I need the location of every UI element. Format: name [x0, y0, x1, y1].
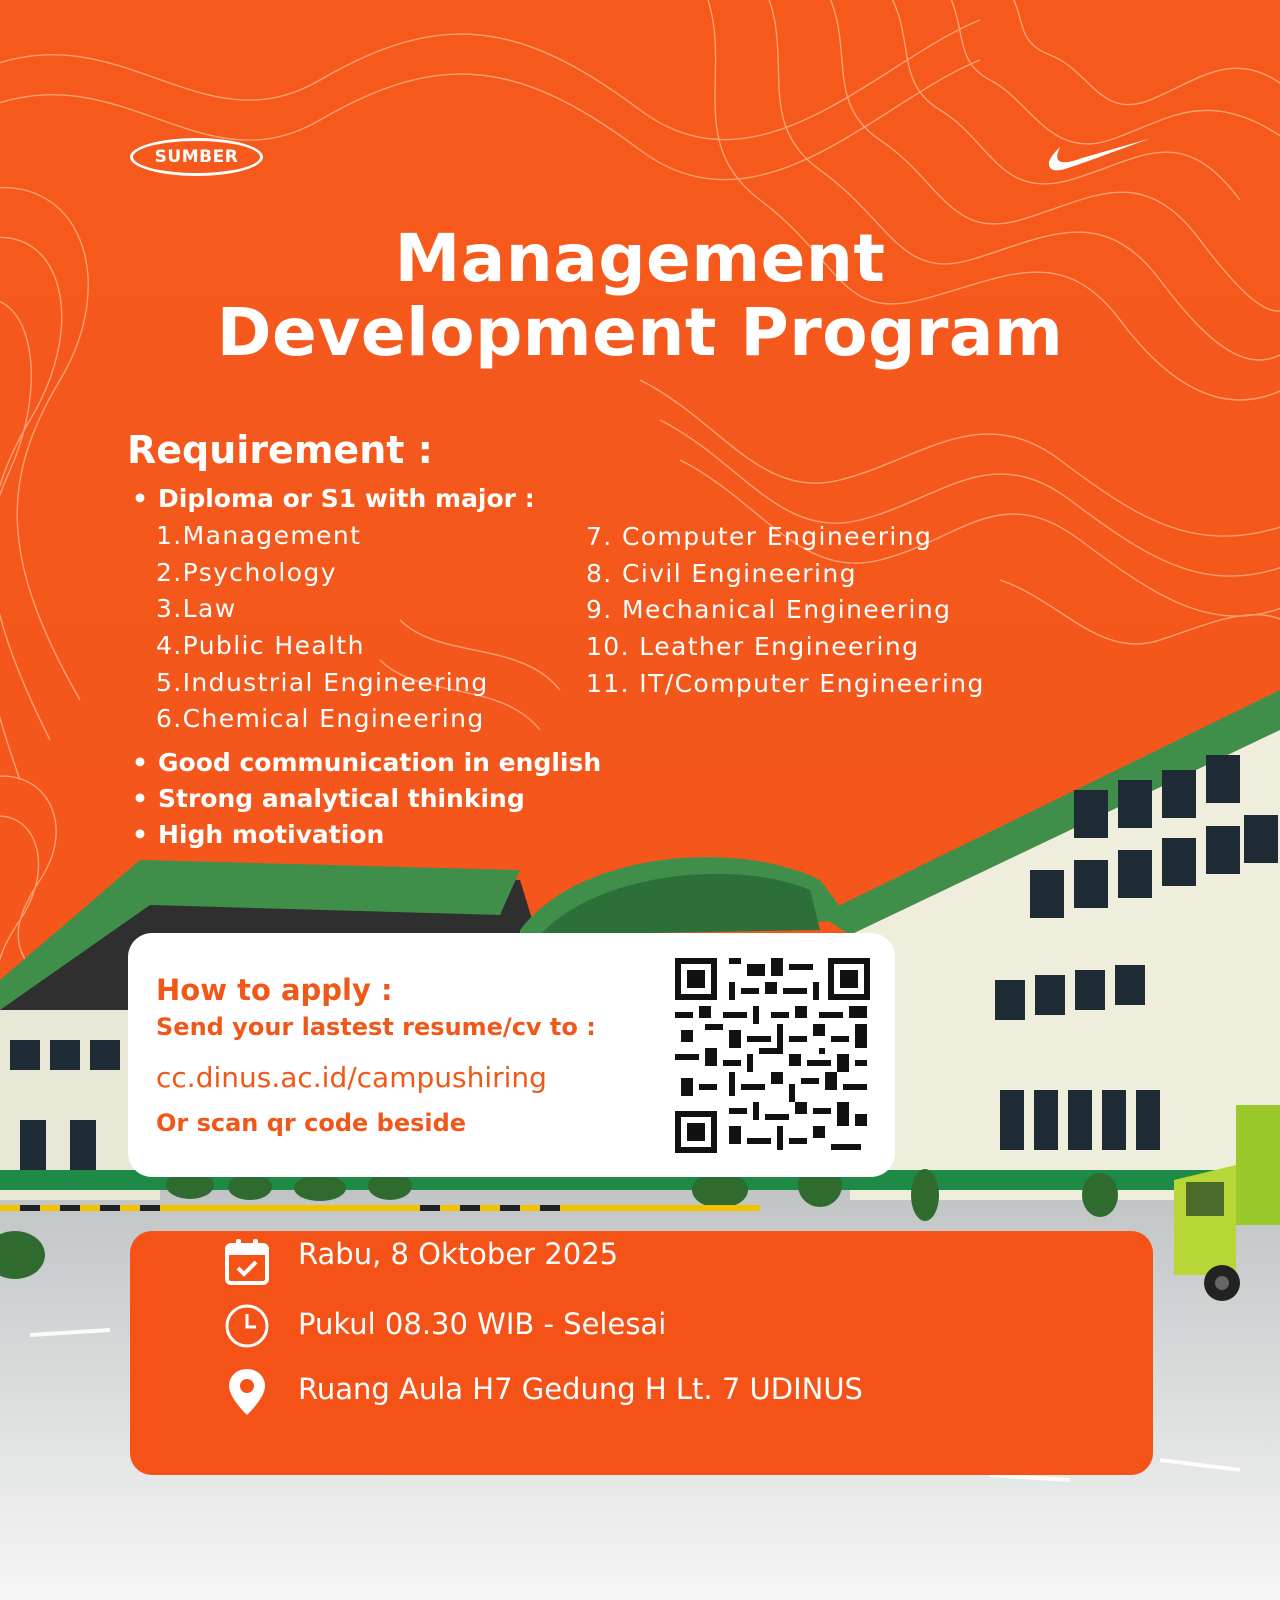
requirement-bullet: • Strong analytical thinking: [132, 784, 525, 813]
major-item: 11. IT/Computer Engineering: [586, 668, 985, 698]
apply-scan-text: Or scan qr code beside: [156, 1109, 467, 1137]
requirement-major-bullet: • Diploma or S1 with major :: [132, 484, 535, 513]
major-item: 3.Law: [156, 594, 237, 624]
location-pin-icon: [224, 1367, 270, 1417]
major-item: 8. Civil Engineering: [586, 558, 857, 588]
qr-code-icon[interactable]: [675, 958, 870, 1153]
event-time: Pukul 08.30 WIB - Selesai: [298, 1307, 667, 1341]
sumber-logo: SUMBER: [130, 138, 263, 176]
apply-instruction: Send your lastest resume/cv to :: [156, 1013, 596, 1041]
event-details: [130, 1231, 1153, 1475]
event-date: Rabu, 8 Oktober 2025: [298, 1237, 619, 1271]
majors-list-left: [156, 518, 489, 738]
major-item: 1.Management: [156, 521, 362, 550]
title-line-2: Development Program: [216, 294, 1064, 371]
requirement-heading: Requirement :: [127, 428, 433, 472]
title-line-1: Management: [394, 220, 886, 297]
major-item: 6.Chemical Engineering: [156, 704, 485, 734]
majors-list-right: [586, 519, 985, 702]
apply-card: [128, 933, 895, 1177]
major-item: 4.Public Health: [156, 631, 365, 661]
requirement-bullet: • Good communication in english: [132, 748, 601, 777]
major-item: 5.Industrial Engineering: [156, 667, 489, 697]
page-title: [0, 222, 1280, 370]
clock-icon: [224, 1301, 270, 1351]
major-item: 10. Leather Engineering: [586, 632, 920, 662]
swoosh-icon: [1048, 134, 1152, 174]
major-item: 9. Mechanical Engineering: [586, 595, 952, 625]
apply-title: How to apply :: [156, 973, 393, 1007]
calendar-icon: [224, 1237, 270, 1287]
event-location: Ruang Aula H7 Gedung H Lt. 7 UDINUS: [298, 1372, 863, 1406]
requirement-bullet: • High motivation: [132, 820, 384, 849]
major-item: 7. Computer Engineering: [586, 522, 933, 551]
apply-url-link[interactable]: cc.dinus.ac.id/campushiring: [156, 1061, 547, 1094]
major-item: 2.Psychology: [156, 557, 337, 587]
